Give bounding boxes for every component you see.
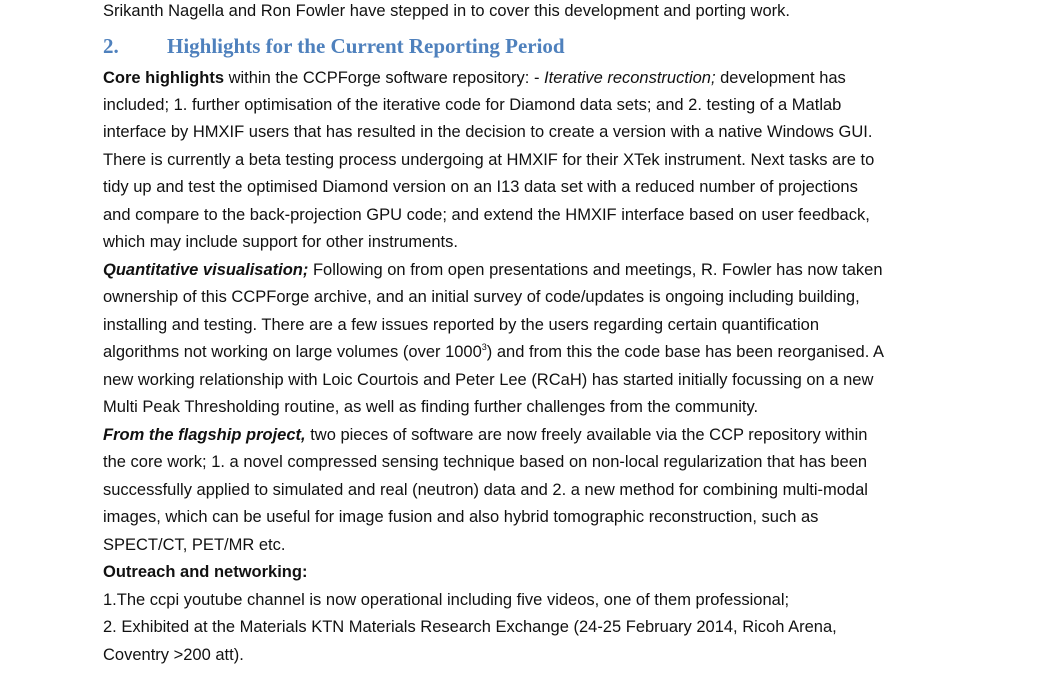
quant-text: algorithms not working on large volumes (over 1000 (103, 343, 482, 361)
core-line-3: interface by HMXIF users that has resulted in the decision to create a version with a native Windows GUI. (103, 123, 873, 141)
iterative-reconstruction-term: Iterative reconstruction; (544, 69, 716, 87)
quant-text: ) and from this the code base has been reorganised. A (486, 343, 884, 361)
section-heading (103, 34, 565, 59)
section-title: Highlights for the Current Reporting Period (167, 34, 565, 58)
flagship-line-4: images, which can be useful for image fusion and also hybrid tomographic reconstruction, such as (103, 508, 819, 526)
core-line-1 (103, 65, 846, 92)
flagship-line-5: SPECT/CT, PET/MR etc. (103, 536, 286, 554)
outreach-item-2-line-2: Coventry >200 att). (103, 646, 244, 664)
quant-line-1 (103, 257, 883, 284)
superscript: 3 (481, 342, 487, 352)
flagship-lead: From the flagship project, (103, 426, 306, 444)
quant-line-3: installing and testing. There are a few issues reported by the users regarding certain quantification (103, 316, 820, 334)
quant-line-4 (103, 339, 884, 366)
core-text: within the CCPForge software repository: - (224, 69, 545, 87)
quant-line-5: new working relationship with Loic Courtois and Peter Lee (RCaH) has started initially focussing on a new (103, 371, 874, 389)
core-line-4: There is currently a beta testing process undergoing at HMXIF for their XTek instrument. Next tasks are to (103, 151, 875, 169)
core-line-2: included; 1. further optimisation of the iterative code for Diamond data sets; and 2. testing of a Matlab (103, 96, 842, 114)
flagship-line-3: successfully applied to simulated and real (neutron) data and 2. a new method for combining multi-modal (103, 481, 868, 499)
outreach-item-2-line-1: 2. Exhibited at the Materials KTN Materials Research Exchange (24-25 February 2014, Ricoh Arena, (103, 618, 837, 636)
flagship-line-2: the core work; 1. a novel compressed sensing technique based on non-local regularization that has been (103, 453, 868, 471)
document-page (103, 0, 983, 675)
quant-text: Following on from open presentations and meetings, R. Fowler has now taken (308, 261, 883, 279)
core-line-7: which may include support for other instruments. (103, 233, 458, 251)
outreach-item-1: 1.The ccpi youtube channel is now operational including five videos, one of them professional; (103, 591, 790, 609)
flagship-text: two pieces of software are now freely available via the CCP repository within (305, 426, 868, 444)
section-number: 2. (103, 34, 119, 58)
intro-line: Srikanth Nagella and Ron Fowler have stepped in to cover this development and porting work. (103, 2, 790, 20)
quant-line-2: ownership of this CCPForge archive, and an initial survey of code/updates is ongoing including building, (103, 288, 860, 306)
flagship-line-1 (103, 422, 868, 449)
core-lead: Core highlights (103, 69, 224, 87)
outreach-heading: Outreach and networking: (103, 563, 308, 581)
core-line-6: and compare to the back-projection GPU code; and extend the HMXIF interface based on user feedback, (103, 206, 870, 224)
core-text: development has (715, 69, 846, 87)
quant-line-6: Multi Peak Thresholding routine, as well as finding further challenges from the community. (103, 398, 759, 416)
quant-lead: Quantitative visualisation; (103, 261, 309, 279)
core-line-5: tidy up and test the optimised Diamond version on an I13 data set with a reduced number of projections (103, 178, 858, 196)
